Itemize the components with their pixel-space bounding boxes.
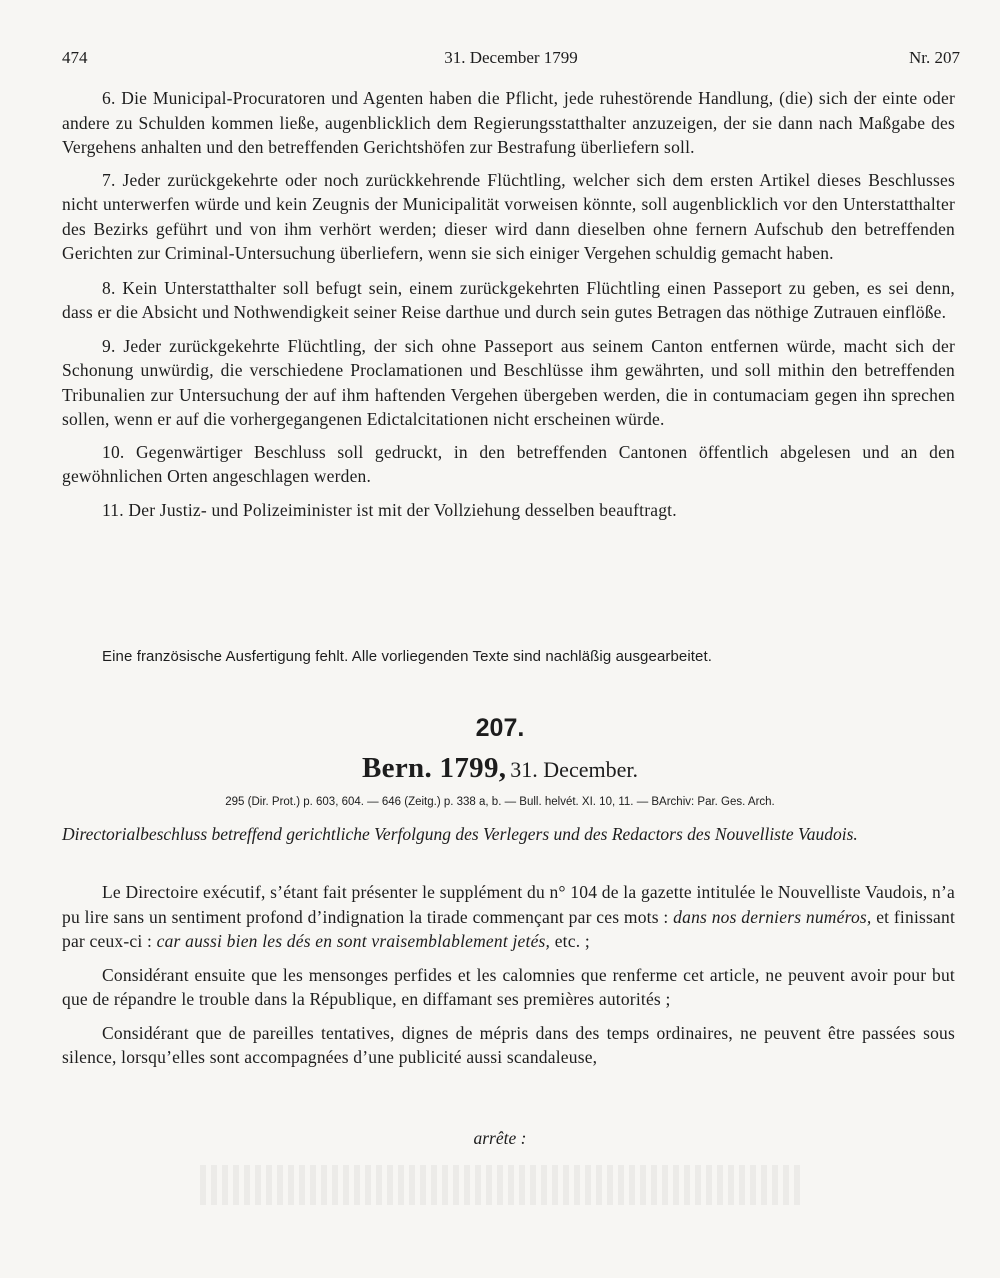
day-month: 31. December. bbox=[510, 757, 638, 782]
french-paragraph-3: Considérant que de pareilles tentatives, dignes de mépris dans des temps ordinaires, ne peuvent être passées sous silence, lorsqu’elles sont accompagnées d’une publicité aussi scandaleuse, bbox=[62, 1022, 955, 1067]
article-10: 10. Gegenwärtiger Beschluss soll gedruckt, in den betreffenden Cantonen öffentlich abgelesen und an den gewöhnlichen Orten angeschlagen werden. bbox=[62, 441, 955, 486]
french-p1-part-a: Le Directoire exécutif, s’étant fait présenter le supplément du n° 104 de la gazette intitulée le Nouvelliste Vaudois, n’a pu lire sans un sentiment profond d’indignation la tirade commençant par ces mots : bbox=[62, 882, 955, 927]
german-articles bbox=[62, 86, 955, 534]
french-paragraph-2: Considérant ensuite que les mensonges perfides et les calomnies que renferme cet article, ne peuvent avoir pour but que de répandre le trouble dans la République, en diffamant ses premières autorités ; bbox=[62, 964, 955, 1009]
page-number: 474 bbox=[62, 48, 88, 67]
french-p1-part-b: et finissant par ceux-ci : bbox=[62, 906, 956, 951]
french-paragraph-1 bbox=[62, 880, 955, 954]
place-year: Bern. 1799, bbox=[362, 752, 507, 784]
document-number: 207. bbox=[475, 714, 525, 742]
article-6: 6. Die Municipal-Procuratoren und Agenten haben die Pflicht, jede ruhestörende Handlung, (die) sich der einte oder andere zu Schulden kommen ließe, augenblicklich dem Regierungsstatthalter anzuzeigen, der sie dann nach Maßgabe des Vergehens anhalten und den betreffenden Gerichtshöfen zur Bestrafung überliefern soll. bbox=[62, 88, 955, 157]
arrete-label: arrête : bbox=[473, 1128, 527, 1148]
french-p1-part-c: etc. ; bbox=[550, 931, 590, 951]
article-8: 8. Kein Unterstatthalter soll befugt sein, einem zurückgekehrten Flüchtling einen Passeport zu geben, es sei denn, dass er die Absicht und Nothwendigkeit seiner Reise darthue und durch sein gutes Betragen das nöthige Zutrauen einflöße. bbox=[62, 277, 955, 322]
document-dateline bbox=[0, 752, 1000, 785]
header-date: 31. December 1799 bbox=[444, 48, 578, 67]
document-regest: Directorialbeschluss betreffend gerichtliche Verfolgung des Verlegers und des Redactors des Nouvelliste Vaudois. bbox=[62, 824, 858, 844]
running-header bbox=[62, 48, 960, 72]
article-9: 9. Jeder zurückgekehrte Flüchtling, der sich ohne Passeport aus seinem Canton entfernen würde, macht sich der Schonung unwürdig, die verschiedene Proclamationen und Beschlüsse ihm gewährten, und soll mithin den betreffenden Tribunalien zur Untersuchung der auf ihm haftenden Vergehen übergeben werden, die in contumaciam gegen ihn sprechen sollen, wenn er auf die vorhergegangenen Edictalcitationen nicht erscheinen würde. bbox=[62, 335, 955, 429]
french-text bbox=[62, 880, 955, 1074]
french-p1-quote-2: car aussi bien les dés en sont vraisemblablement jetés, bbox=[156, 931, 551, 951]
editorial-note: Eine französische Ausfertigung fehlt. Alle vorliegenden Texte sind nachläßig ausgearbeitet. bbox=[102, 648, 713, 665]
french-p1-quote-1: dans nos derniers numéros, bbox=[673, 906, 872, 927]
show-through-texture bbox=[200, 1165, 800, 1205]
source-references: 295 (Dir. Prot.) p. 603, 604. — 646 (Zeitg.) p. 338 a, b. — Bull. helvét. XI. 10, 11. — BArchiv: Par. Ges. Arch. bbox=[225, 796, 775, 808]
article-7: 7. Jeder zurückgekehrte oder noch zurückkehrende Flüchtling, welcher sich dem ersten Artikel dieses Beschlusses nicht unterwerfen würde und kein Zeugnis der Municipalität vorweisen könnte, soll augenblicklich vor den Unterstatthalter des Bezirks geführt und von ihm verhört werden; dieser wird dann dieselben ohne fernern Aufschub den betreffenden Gerichten zur Criminal-Untersuchung überliefern, wenn sie sich einiger Vergehen schuldig gemacht haben. bbox=[62, 169, 955, 263]
article-11: 11. Der Justiz- und Polizeiminister ist mit der Vollziehung desselben beauftragt. bbox=[102, 499, 677, 520]
header-doc-ref: Nr. 207 bbox=[909, 48, 960, 67]
